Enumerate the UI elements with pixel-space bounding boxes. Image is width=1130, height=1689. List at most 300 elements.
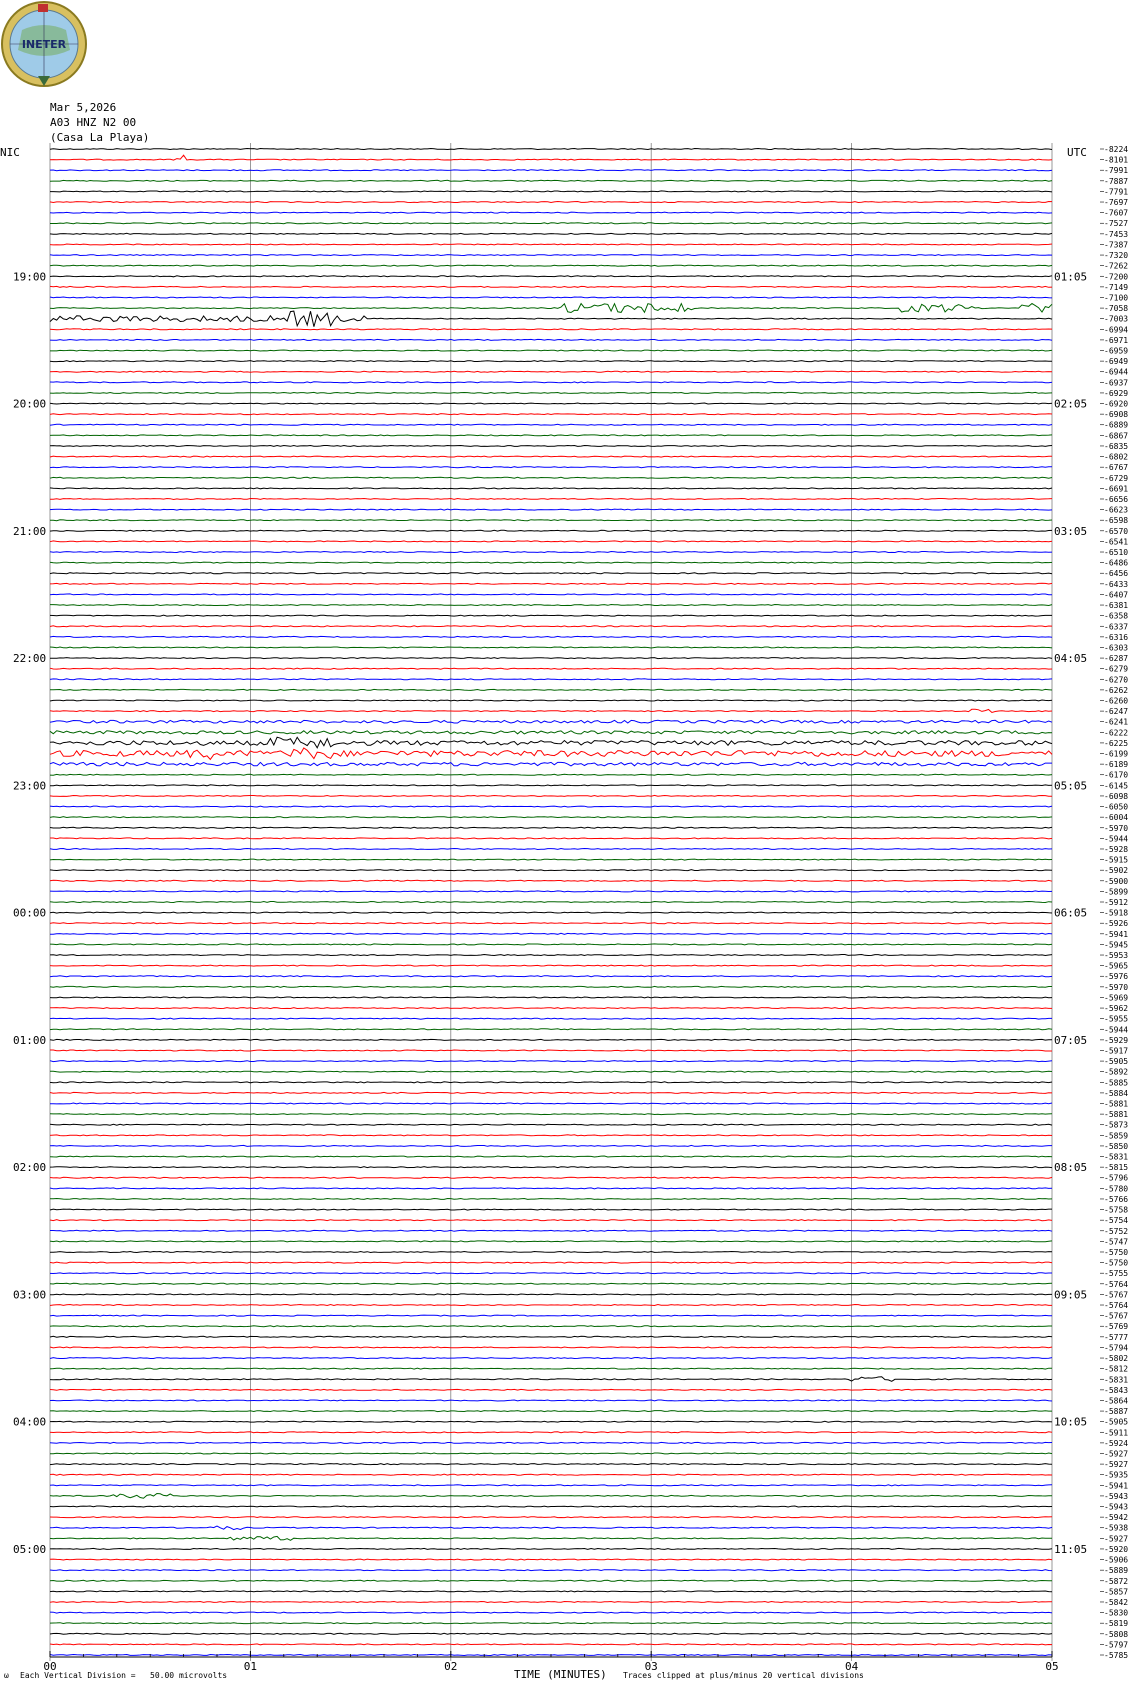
nic-hour-label: 03:00: [13, 1288, 47, 1302]
offset-label-90: -5881: [1104, 1099, 1129, 1109]
trace-102: [50, 1230, 1052, 1231]
trace-17: [50, 329, 1052, 330]
nic-hour-label: 00:00: [13, 906, 47, 920]
offset-label-9: -7387: [1104, 240, 1129, 250]
trace-115: [50, 1368, 1052, 1369]
offset-label-131: -5927: [1104, 1534, 1129, 1544]
offset-label-18: -6971: [1104, 335, 1129, 345]
trace-15: [50, 304, 1052, 313]
offset-label-123: -5927: [1104, 1449, 1129, 1459]
trace-137: [50, 1602, 1052, 1603]
trace-130: [50, 1526, 1052, 1530]
offset-label-106: -5755: [1104, 1269, 1129, 1279]
trace-91: [50, 1114, 1052, 1115]
trace-43: [50, 605, 1052, 606]
trace-4: [50, 191, 1052, 192]
offset-label-42: -6407: [1104, 590, 1129, 600]
trace-118: [50, 1400, 1052, 1401]
offset-label-130: -5938: [1104, 1523, 1129, 1533]
trace-24: [50, 403, 1052, 404]
scale-note: Each Vertical Division = 50.00 microvolts: [20, 1671, 228, 1680]
offset-label-117: -5843: [1104, 1385, 1129, 1395]
offset-label-62: -6050: [1104, 802, 1129, 812]
trace-136: [50, 1591, 1052, 1592]
trace-58: [50, 762, 1052, 766]
trace-119: [50, 1411, 1052, 1412]
trace-134: [50, 1570, 1052, 1571]
offset-label-41: -6433: [1104, 579, 1129, 589]
trace-16: [50, 311, 1052, 327]
offset-label-66: -5928: [1104, 844, 1129, 854]
trace-105: [50, 1262, 1052, 1263]
trace-66: [50, 849, 1052, 850]
trace-25: [50, 414, 1052, 415]
trace-93: [50, 1135, 1052, 1136]
offset-label-113: -5794: [1104, 1343, 1129, 1353]
offset-label-46: -6316: [1104, 632, 1129, 642]
clip-note: Traces clipped at plus/minus 20 vertical divisions: [623, 1671, 864, 1680]
utc-hour-label: 08:05: [1054, 1161, 1088, 1175]
trace-0: [50, 149, 1052, 150]
offset-label-133: -5906: [1104, 1555, 1129, 1565]
offset-label-44: -6358: [1104, 611, 1129, 621]
offset-label-132: -5920: [1104, 1544, 1129, 1554]
trace-132: [50, 1548, 1052, 1549]
x-tick-label-02: 02: [444, 1660, 458, 1673]
x-axis-title: TIME (MINUTES): [514, 1668, 607, 1681]
trace-106: [50, 1273, 1052, 1274]
offset-label-6: -7607: [1104, 208, 1129, 218]
trace-22: [50, 382, 1052, 383]
offset-label-134: -5889: [1104, 1566, 1129, 1576]
offset-label-70: -5899: [1104, 887, 1129, 897]
utc-hour-labels: [1054, 270, 1087, 1556]
scale-icon: ω: [4, 1671, 9, 1680]
trace-138: [50, 1612, 1052, 1613]
trace-110: [50, 1315, 1052, 1316]
offset-label-22: -6937: [1104, 378, 1129, 388]
offset-label-91: -5881: [1104, 1110, 1129, 1120]
trace-81: [50, 1008, 1052, 1009]
offset-label-135: -5872: [1104, 1576, 1129, 1586]
offset-label-77: -5965: [1104, 961, 1129, 971]
trace-28: [50, 446, 1052, 447]
offset-label-85: -5917: [1104, 1046, 1129, 1056]
trace-76: [50, 955, 1052, 956]
trace-79: [50, 986, 1052, 987]
trace-74: [50, 933, 1052, 934]
offset-label-7: -7527: [1104, 219, 1129, 229]
trace-82: [50, 1018, 1052, 1019]
trace-47: [50, 647, 1052, 648]
offset-label-65: -5944: [1104, 834, 1129, 844]
trace-124: [50, 1464, 1052, 1465]
utc-hour-label: 07:05: [1054, 1033, 1088, 1047]
offset-label-8: -7453: [1104, 229, 1129, 239]
trace-128: [50, 1506, 1052, 1507]
offset-label-141: -5797: [1104, 1640, 1129, 1650]
trace-113: [50, 1347, 1052, 1348]
trace-39: [50, 562, 1052, 563]
offset-label-80: -5969: [1104, 993, 1129, 1003]
offset-label-84: -5929: [1104, 1035, 1129, 1045]
offset-label-34: -6623: [1104, 505, 1129, 515]
offset-label-94: -5850: [1104, 1141, 1129, 1151]
offset-label-4: -7791: [1104, 187, 1129, 197]
offset-label-139: -5819: [1104, 1619, 1129, 1629]
trace-33: [50, 499, 1052, 500]
utc-hour-label: 11:05: [1054, 1542, 1088, 1556]
trace-65: [50, 838, 1052, 839]
offset-label-28: -6835: [1104, 441, 1129, 451]
offset-label-25: -6908: [1104, 410, 1129, 420]
offset-label-101: -5754: [1104, 1216, 1129, 1226]
offset-label-71: -5912: [1104, 898, 1129, 907]
x-tick-label-05: 05: [1045, 1660, 1059, 1673]
offset-label-93: -5859: [1104, 1131, 1129, 1141]
offset-label-75: -5945: [1104, 940, 1129, 950]
trace-7: [50, 223, 1052, 224]
trace-133: [50, 1559, 1052, 1560]
trace-126: [50, 1485, 1052, 1486]
offset-label-121: -5911: [1104, 1428, 1129, 1438]
offset-label-96: -5815: [1104, 1163, 1129, 1173]
trace-95: [50, 1156, 1052, 1157]
trace-40: [50, 573, 1052, 574]
offset-label-40: -6456: [1104, 569, 1129, 579]
trace-101: [50, 1220, 1052, 1221]
trace-104: [50, 1252, 1052, 1253]
offset-label-16: -7003: [1104, 314, 1129, 324]
offset-label-104: -5750: [1104, 1247, 1129, 1257]
utc-hour-label: 06:05: [1054, 906, 1088, 920]
trace-41: [50, 583, 1052, 584]
offset-label-61: -6098: [1104, 791, 1129, 801]
nic-hour-label: 04:00: [13, 1415, 47, 1429]
trace-offset-labels: [1100, 145, 1128, 1660]
trace-69: [50, 880, 1052, 881]
trace-87: [50, 1071, 1052, 1072]
trace-5: [50, 202, 1052, 203]
trace-46: [50, 636, 1052, 637]
offset-label-126: -5941: [1104, 1481, 1129, 1491]
offset-label-26: -6889: [1104, 420, 1129, 430]
trace-2: [50, 170, 1052, 171]
trace-27: [50, 435, 1052, 436]
trace-94: [50, 1145, 1052, 1146]
trace-36: [50, 530, 1052, 531]
utc-hour-label: 10:05: [1054, 1415, 1088, 1429]
trace-18: [50, 339, 1052, 340]
offset-label-122: -5924: [1104, 1438, 1129, 1448]
trace-72: [50, 912, 1052, 913]
offset-label-14: -7100: [1104, 293, 1129, 303]
trace-62: [50, 806, 1052, 807]
offset-label-92: -5873: [1104, 1120, 1129, 1130]
offset-label-11: -7262: [1104, 261, 1129, 271]
trace-71: [50, 902, 1052, 903]
trace-121: [50, 1432, 1052, 1433]
trace-42: [50, 594, 1052, 595]
trace-54: [50, 720, 1052, 723]
nic-hour-label: 21:00: [13, 524, 47, 538]
offset-label-125: -5935: [1104, 1470, 1129, 1480]
offset-label-17: -6994: [1104, 325, 1129, 335]
trace-98: [50, 1188, 1052, 1189]
offset-label-87: -5892: [1104, 1067, 1129, 1077]
offset-label-60: -6145: [1104, 781, 1129, 791]
offset-label-111: -5769: [1104, 1322, 1129, 1332]
x-tick-label-03: 03: [644, 1660, 658, 1673]
offset-label-97: -5796: [1104, 1173, 1129, 1183]
trace-83: [50, 1029, 1052, 1030]
nic-hour-label: 01:00: [13, 1033, 47, 1047]
trace-75: [50, 944, 1052, 945]
offset-label-58: -6189: [1104, 760, 1129, 770]
trace-12: [50, 276, 1052, 277]
trace-120: [50, 1421, 1052, 1422]
trace-35: [50, 520, 1052, 521]
offset-label-81: -5962: [1104, 1004, 1129, 1014]
offset-label-38: -6510: [1104, 548, 1129, 558]
offset-label-88: -5885: [1104, 1078, 1129, 1088]
offset-label-13: -7149: [1104, 282, 1129, 292]
offset-label-118: -5864: [1104, 1396, 1129, 1406]
nic-hour-labels: [13, 270, 46, 1556]
offset-label-27: -6867: [1104, 431, 1129, 441]
offset-label-48: -6287: [1104, 654, 1129, 664]
offset-label-2: -7991: [1104, 166, 1129, 176]
trace-96: [50, 1167, 1052, 1168]
offset-label-108: -5767: [1104, 1290, 1129, 1300]
offset-label-95: -5831: [1104, 1152, 1129, 1162]
offset-label-137: -5842: [1104, 1597, 1129, 1607]
offset-label-29: -6802: [1104, 452, 1129, 462]
trace-61: [50, 795, 1052, 796]
offset-label-127: -5943: [1104, 1491, 1129, 1501]
utc-zone-label: UTC: [1067, 146, 1087, 159]
trace-63: [50, 817, 1052, 818]
offset-label-78: -5976: [1104, 972, 1129, 982]
plot-date: Mar 5,2026: [50, 101, 117, 114]
utc-hour-label: 05:05: [1054, 779, 1088, 793]
offset-label-5: -7697: [1104, 198, 1129, 208]
trace-90: [50, 1103, 1052, 1104]
trace-59: [50, 774, 1052, 775]
trace-32: [50, 488, 1052, 489]
station-code: A03 HNZ N2 00: [50, 116, 137, 129]
offset-label-20: -6949: [1104, 357, 1129, 367]
offset-label-68: -5902: [1104, 866, 1129, 876]
trace-131: [50, 1536, 1052, 1540]
trace-30: [50, 467, 1052, 468]
trace-29: [50, 456, 1052, 457]
offset-label-64: -5970: [1104, 823, 1129, 833]
offset-label-73: -5926: [1104, 919, 1129, 929]
offset-label-136: -5857: [1104, 1587, 1129, 1597]
trace-109: [50, 1305, 1052, 1306]
offset-label-140: -5808: [1104, 1629, 1129, 1639]
offset-label-89: -5884: [1104, 1088, 1129, 1098]
seismic-traces: [50, 149, 1052, 1656]
trace-52: [50, 700, 1052, 701]
offset-label-124: -5927: [1104, 1460, 1129, 1470]
trace-60: [50, 785, 1052, 786]
offset-label-32: -6691: [1104, 484, 1129, 494]
trace-48: [50, 658, 1052, 659]
trace-70: [50, 891, 1052, 892]
offset-label-12: -7200: [1104, 272, 1129, 282]
nic-zone-label: NIC: [0, 146, 20, 159]
trace-49: [50, 668, 1052, 669]
trace-122: [50, 1442, 1052, 1443]
offset-label-129: -5942: [1104, 1513, 1129, 1523]
trace-99: [50, 1199, 1052, 1200]
offset-label-35: -6598: [1104, 516, 1129, 526]
offset-label-19: -6959: [1104, 346, 1129, 356]
offset-label-1: -8101: [1104, 155, 1129, 165]
trace-139: [50, 1623, 1052, 1624]
offset-label-86: -5905: [1104, 1057, 1129, 1067]
trace-55: [50, 731, 1052, 734]
trace-78: [50, 976, 1052, 977]
trace-44: [50, 615, 1052, 616]
trace-38: [50, 552, 1052, 553]
offset-label-10: -7320: [1104, 251, 1129, 261]
offset-label-52: -6260: [1104, 696, 1129, 706]
x-tick-label-01: 01: [243, 1660, 258, 1673]
trace-23: [50, 392, 1052, 393]
trace-85: [50, 1050, 1052, 1051]
trace-1: [50, 155, 1052, 160]
trace-14: [50, 297, 1052, 298]
offset-label-59: -6170: [1104, 770, 1129, 780]
offset-label-128: -5943: [1104, 1502, 1129, 1512]
trace-8: [50, 233, 1052, 234]
trace-9: [50, 244, 1052, 245]
offset-label-57: -6199: [1104, 749, 1129, 759]
offset-label-116: -5831: [1104, 1375, 1129, 1385]
trace-111: [50, 1326, 1052, 1327]
trace-141: [50, 1644, 1052, 1645]
offset-label-45: -6337: [1104, 622, 1129, 632]
utc-hour-label: 04:05: [1054, 652, 1088, 666]
trace-50: [50, 679, 1052, 680]
offset-label-83: -5944: [1104, 1025, 1129, 1035]
trace-19: [50, 350, 1052, 351]
trace-13: [50, 286, 1052, 287]
offset-label-74: -5941: [1104, 929, 1129, 939]
offset-label-31: -6729: [1104, 473, 1129, 483]
trace-116: [50, 1377, 1052, 1382]
offset-label-98: -5780: [1104, 1184, 1129, 1194]
trace-20: [50, 361, 1052, 362]
utc-hour-label: 09:05: [1054, 1288, 1088, 1302]
offset-label-120: -5905: [1104, 1417, 1129, 1427]
utc-hour-label: 02:05: [1054, 397, 1088, 411]
offset-label-51: -6262: [1104, 685, 1129, 695]
trace-125: [50, 1474, 1052, 1475]
offset-label-37: -6541: [1104, 537, 1129, 547]
offset-label-30: -6767: [1104, 463, 1129, 473]
nic-hour-label: 23:00: [13, 779, 47, 793]
offset-label-67: -5915: [1104, 855, 1129, 865]
trace-73: [50, 923, 1052, 924]
offset-label-107: -5764: [1104, 1279, 1129, 1289]
trace-21: [50, 371, 1052, 372]
trace-123: [50, 1453, 1052, 1454]
nic-hour-label: 02:00: [13, 1161, 47, 1175]
offset-label-54: -6241: [1104, 717, 1129, 727]
trace-92: [50, 1124, 1052, 1125]
trace-6: [50, 212, 1052, 213]
trace-34: [50, 509, 1052, 510]
offset-label-82: -5955: [1104, 1014, 1129, 1024]
trace-89: [50, 1092, 1052, 1093]
trace-100: [50, 1209, 1052, 1210]
trace-64: [50, 827, 1052, 828]
offset-label-72: -5918: [1104, 908, 1129, 918]
trace-68: [50, 870, 1052, 871]
trace-88: [50, 1082, 1052, 1083]
trace-117: [50, 1389, 1052, 1390]
offset-label-119: -5887: [1104, 1407, 1129, 1417]
nic-hour-label: 20:00: [13, 397, 47, 411]
offset-label-100: -5758: [1104, 1205, 1129, 1215]
trace-51: [50, 689, 1052, 690]
offset-label-114: -5802: [1104, 1354, 1129, 1364]
offset-label-15: -7058: [1104, 304, 1129, 314]
x-tick-label-04: 04: [844, 1660, 859, 1673]
trace-67: [50, 859, 1052, 860]
trace-57: [50, 748, 1052, 759]
offset-label-56: -6225: [1104, 738, 1129, 748]
trace-80: [50, 997, 1052, 998]
trace-26: [50, 424, 1052, 425]
offset-label-112: -5777: [1104, 1332, 1129, 1342]
nic-hour-label: 22:00: [13, 652, 47, 666]
trace-107: [50, 1283, 1052, 1284]
trace-84: [50, 1039, 1052, 1040]
trace-135: [50, 1580, 1052, 1581]
offset-label-39: -6486: [1104, 558, 1129, 568]
utc-hour-label: 01:05: [1054, 270, 1088, 284]
logo-text: INETER: [21, 38, 67, 51]
offset-label-103: -5747: [1104, 1237, 1129, 1247]
offset-label-138: -5830: [1104, 1608, 1129, 1618]
trace-86: [50, 1061, 1052, 1062]
trace-45: [50, 626, 1052, 627]
station-location: (Casa La Playa): [50, 131, 150, 144]
offset-label-55: -6222: [1104, 728, 1129, 738]
offset-label-76: -5953: [1104, 951, 1129, 961]
trace-10: [50, 255, 1052, 256]
offset-label-102: -5752: [1104, 1226, 1129, 1236]
trace-114: [50, 1358, 1052, 1359]
offset-label-110: -5767: [1104, 1311, 1129, 1321]
offset-label-109: -5764: [1104, 1301, 1129, 1311]
offset-label-105: -5750: [1104, 1258, 1129, 1268]
trace-108: [50, 1294, 1052, 1295]
offset-label-69: -5900: [1104, 876, 1129, 886]
offset-label-49: -6279: [1104, 664, 1129, 674]
trace-11: [50, 265, 1052, 266]
offset-label-43: -6381: [1104, 601, 1129, 611]
nic-hour-label: 05:00: [13, 1542, 47, 1556]
offset-label-3: -7887: [1104, 176, 1129, 186]
trace-103: [50, 1241, 1052, 1242]
offset-label-50: -6270: [1104, 675, 1129, 685]
